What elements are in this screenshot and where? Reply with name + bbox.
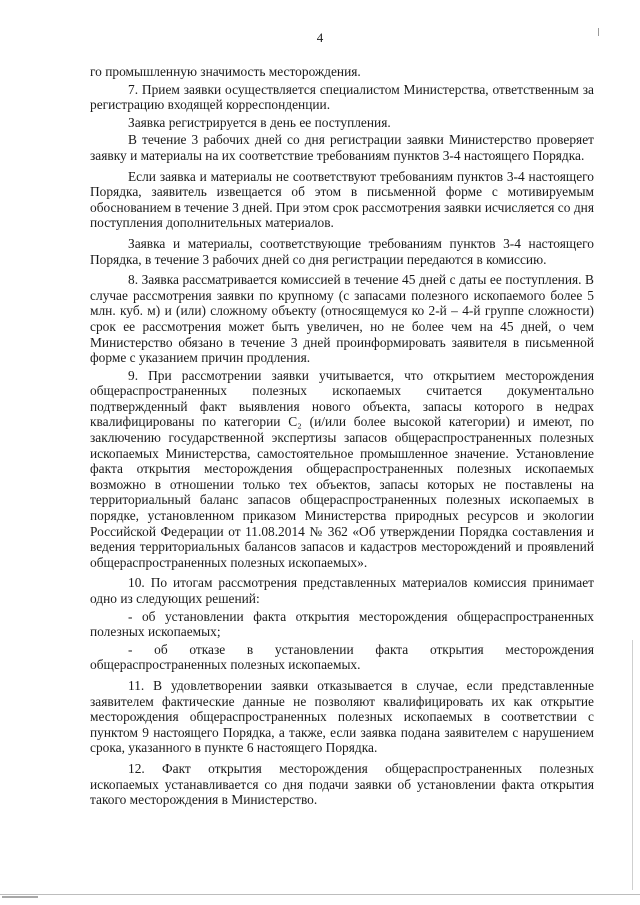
paragraph-7: 7. Прием заявки осуществляется специалистом Министерства, ответственным за регистрацию входящей корреспонденции. (90, 81, 594, 113)
paragraph-8: 8. Заявка рассматривается комиссией в течение 45 дней с даты ее поступления. В случае рассмотрения заявки по крупному (с запасами полезного ископаемого более 5 млн. куб. м) и (или) сложному объекту (относящемуся ко 2-й – 4-й группе сложности) срок ее рассмотрения может быть увеличен, но не более чем на 45 дней, о чем Министерство обязано в течение 3 дней проинформировать заявителя в письменной форме с указанием причин продления. (90, 272, 594, 366)
paragraph-10-option-1: - об установлении факта открытия месторождения общераспространенных полезных ископаемых; (90, 608, 594, 640)
paragraph-10: 10. По итогам рассмотрения представленных материалов комиссия принимает одно из следующих решений: (90, 575, 594, 606)
scan-bottom-mark (2, 896, 38, 898)
paragraph-10-option-2: - об отказе в установлении факта открытия месторождения общераспространенных полезных ископаемых. (90, 641, 594, 673)
paragraph-9: 9. При рассмотрении заявки учитывается, что открытием месторождения общераспространенных полезных ископаемых считается документально подтвержденный факт выявления нового объекта, запасы которого в недрах квалифицированы по категории C₂ (и/или более высокой категории) и имеют, по заключению государственной экспертизы запасов общераспространенных полезных ископаемых Министерства, самостоятельное промышленное значение. Установление факта открытия месторождения общераспространенных полезных ископаемых возможно в отношении только тех объектов, запасы которых не поставлены на территориальный баланс запасов общераспространенных полезных ископаемых в порядке, установленном приказом Министерства природных ресурсов и экологии Российской Федерации от 11.08.2014 № 362 «Об утверждении Порядка составления и ведения территориальных балансов запасов и кадастров месторождений и проявлений общераспространенных полезных ископаемых». (90, 367, 594, 570)
scan-right-edge (632, 640, 633, 890)
paragraph-7-transfer: Заявка и материалы, соответствующие требованиям пунктов 3-4 настоящего Порядка, в течение 3 рабочих дней со дня регистрации передаются в комиссию. (90, 235, 594, 267)
paragraph-7-registration: Заявка регистрируется в день ее поступления. (128, 114, 391, 130)
paragraph-continuation: го промышленную значимость месторождения. (90, 64, 361, 79)
paragraph-11: 11. В удовлетворении заявки отказывается в случае, если представленные заявителем фактические данные не позволяют квалифицировать их как открытие месторождения общераспространенных полезных ископаемых в соответствии с пунктом 9 настоящего Порядка, а также, если заявка подана заявителем с нарушением срока, указанного в пункте 6 настоящего Порядка. (90, 677, 594, 756)
paragraph-12: 12. Факт открытия месторождения общераспространенных полезных ископаемых устанавливается со дня подачи заявки об установлении факта открытия такого месторождения в Министерство. (90, 760, 594, 808)
paragraph-7-mismatch: Если заявка и материалы не соответствуют требованиям пунктов 3-4 настоящего Порядка, заявитель извещается об этом в письменной форме с мотивируемым обоснованием в течение 3 дней. При этом срок рассмотрения заявки исчисляется со дня поступления дополнительных материалов. (90, 168, 594, 231)
document-body (90, 64, 594, 810)
scan-edge-mark (598, 28, 599, 36)
scan-bottom-edge (0, 894, 640, 895)
page-number: 4 (316, 30, 324, 45)
paragraph-7-check: В течение 3 рабочих дней со дня регистрации заявки Министерство проверяет заявку и материалы на их соответствие требованиям пунктов 3-4 настоящего Порядка. (90, 132, 594, 163)
